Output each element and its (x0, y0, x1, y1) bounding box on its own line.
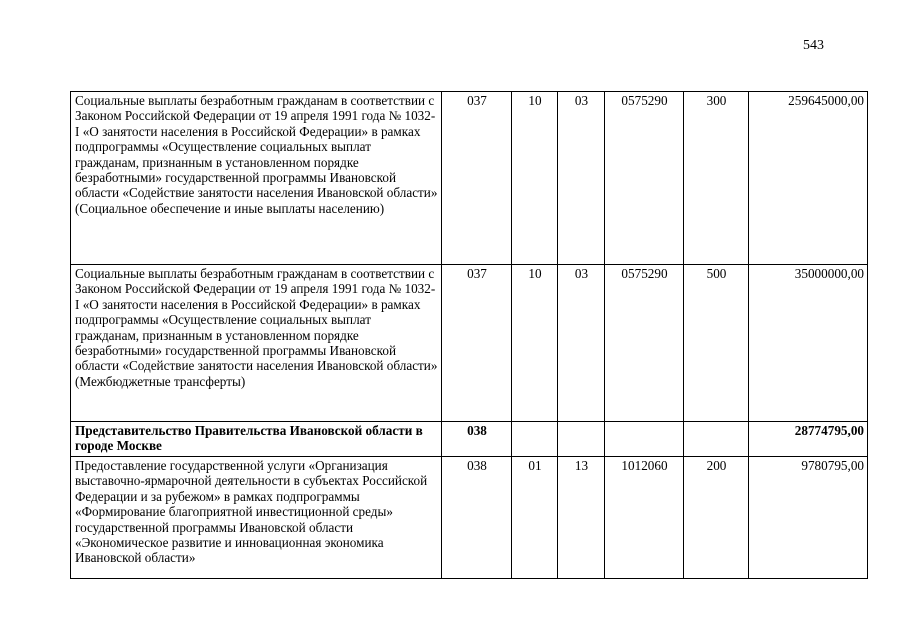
row-expense-type-code: 200 (684, 457, 749, 579)
row-subsection-code: 13 (558, 457, 605, 579)
row-target-code: 0575290 (605, 265, 684, 422)
row-subsection-code (558, 422, 605, 457)
table-row (71, 265, 868, 422)
row-expense-type-code (684, 422, 749, 457)
row-amount: 28774795,00 (749, 422, 868, 457)
row-subsection-code: 03 (558, 265, 605, 422)
row-section-code: 01 (512, 457, 558, 579)
row-amount: 35000000,00 (749, 265, 868, 422)
row-vedom-code: 037 (442, 265, 512, 422)
row-target-code (605, 422, 684, 457)
table-row (71, 422, 868, 457)
row-name: Социальные выплаты безработным гражданам в соответствии с Законом Российской Федерации от 19 апреля 1991 года № 1032-I «О занятости населения в Российской Федерации» в рамках подпрограммы «Осуществление социальных выплат гражданам, признанным в установленном порядке безработными» государственной программы Ивановской области «Содействие занятости населения Ивановской области» (Социальное обеспечение и иные выплаты населению) (71, 92, 442, 265)
row-section-code (512, 422, 558, 457)
table-row (71, 457, 868, 579)
row-target-code: 1012060 (605, 457, 684, 579)
row-name: Представительство Правительства Ивановской области в городе Москве (71, 422, 442, 457)
row-expense-type-code: 500 (684, 265, 749, 422)
row-name: Предоставление государственной услуги «Организация выставочно-ярмарочной деятельности в субъектах Российской Федерации и за рубежом» в рамках подпрограммы «Формирование благоприятной инвестиционной среды» государственной программы Ивановской области «Экономическое развитие и инновационная экономика Ивановской области» (71, 457, 442, 579)
budget-table (70, 91, 868, 579)
row-section-code: 10 (512, 92, 558, 265)
row-subsection-code: 03 (558, 92, 605, 265)
table-row (71, 92, 868, 265)
row-section-code: 10 (512, 265, 558, 422)
row-expense-type-code: 300 (684, 92, 749, 265)
row-vedom-code: 038 (442, 422, 512, 457)
row-vedom-code: 037 (442, 92, 512, 265)
row-target-code: 0575290 (605, 92, 684, 265)
row-name: Социальные выплаты безработным гражданам в соответствии с Законом Российской Федерации от 19 апреля 1991 года № 1032-I «О занятости населения в Российской Федерации» в рамках подпрограммы «Осуществление социальных выплат гражданам, признанным в установленном порядке безработными» государственной программы Ивановской области «Содействие занятости населения Ивановской области» (Межбюджетные трансферты) (71, 265, 442, 422)
row-amount: 9780795,00 (749, 457, 868, 579)
page-number: 543 (803, 38, 824, 53)
row-vedom-code: 038 (442, 457, 512, 579)
row-amount: 259645000,00 (749, 92, 868, 265)
